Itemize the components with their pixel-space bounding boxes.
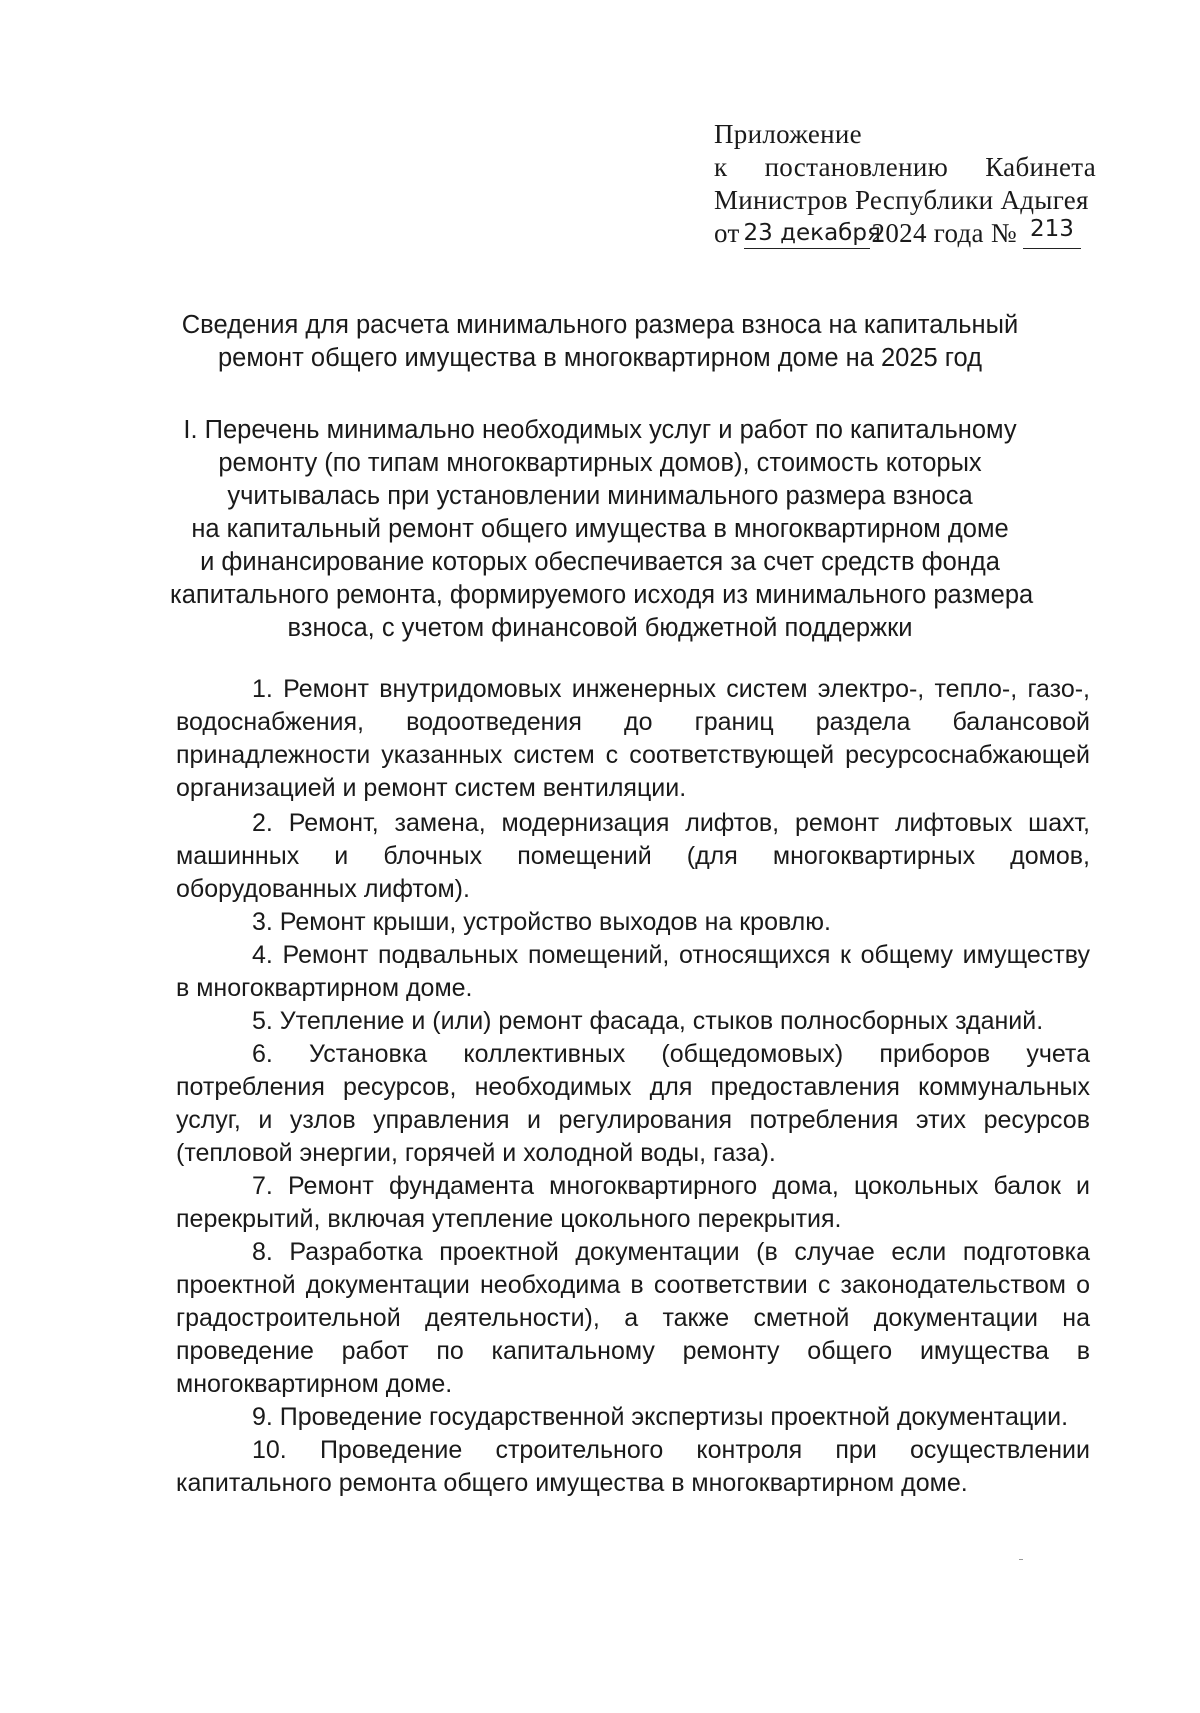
title-line: Сведения для расчета минимального размера взноса на капитальный: [181, 311, 1019, 339]
appendix-heading: Приложение: [714, 119, 862, 149]
section-heading-line: взноса, с учетом финансовой бюджетной поддержки: [287, 614, 913, 642]
appendix-issuer: Министров Республики Адыгея: [714, 185, 1089, 215]
services-list: [176, 673, 1090, 1500]
date-prefix: от: [714, 218, 740, 248]
appendix-prep: к: [714, 152, 728, 182]
section-heading-line: учитывалась при установлении минимального размера взноса: [227, 482, 973, 510]
appendix-block: [714, 118, 1096, 250]
year-text: 2024 года №: [871, 218, 1017, 248]
scan-speck: [1019, 1559, 1023, 1560]
document-title: [180, 309, 1020, 375]
list-item: 4. Ремонт подвальных помещений, относящихся к общему имуществу в многоквартирном доме.: [176, 941, 1090, 1002]
handwritten-date: 23 декабря: [743, 220, 881, 246]
section-heading-line: ремонту (по типам многоквартирных домов), стоимость которых: [218, 449, 982, 477]
list-item: 3. Ремонт крыши, устройство выходов на кровлю.: [252, 908, 831, 936]
appendix-cabinet-word: Кабинета: [985, 152, 1096, 182]
list-item: 1. Ремонт внутридомовых инженерных систем электро-, тепло-, газо-, водоснабжения, водоотведения до границ раздела балансовой принадлежности указанных систем с соответствующей ресурсоснабжающей организацией и ремонт систем вентиляции.: [176, 675, 1090, 802]
list-item: 9. Проведение государственной экспертизы проектной документации.: [252, 1403, 1069, 1431]
section-heading-line: на капитальный ремонт общего имущества в многоквартирном доме: [191, 515, 1009, 543]
number-blank: [1023, 216, 1081, 249]
section-heading-line: и финансирование которых обеспечивается за счет средств фонда: [200, 548, 1000, 576]
section-heading-line: капитального ремонта, формируемого исходя из минимального размера: [170, 581, 1034, 609]
appendix-reference: [714, 151, 1096, 184]
appendix-resolution-word: постановлению: [764, 152, 949, 182]
list-item: 10. Проведение строительного контроля при осуществлении капитального ремонта общего имущества в многоквартирном доме.: [176, 1436, 1090, 1497]
handwritten-number: 213: [1030, 216, 1074, 242]
date-blank: [743, 220, 881, 249]
appendix-date-line: [714, 217, 1096, 250]
list-item: 2. Ремонт, замена, модернизация лифтов, ремонт лифтовых шахт, машинных и блочных помещений (для многоквартирных домов, оборудованных лифтом).: [176, 809, 1090, 903]
list-item: 8. Разработка проектной документации (в случае если подготовка проектной документации необходима в соответствии с законодательством о градостроительной деятельности), а также сметной документации на проведение работ по капитальному ремонту общего имущества в многоквартирном доме.: [176, 1238, 1090, 1398]
list-item: 6. Установка коллективных (общедомовых) приборов учета потребления ресурсов, необходимых для предоставления коммунальных услуг, и узлов управления и регулирования потребления этих ресурсов (тепловой энергии, горячей и холодной воды, газа).: [176, 1040, 1090, 1167]
section-heading: [170, 414, 1034, 645]
title-line: ремонт общего имущества в многоквартирном доме на 2025 год: [217, 344, 983, 372]
section-heading-line: I. Перечень минимально необходимых услуг и работ по капитальному: [183, 416, 1017, 444]
list-item: 5. Утепление и (или) ремонт фасада, стыков полносборных зданий.: [252, 1007, 1044, 1035]
list-item: 7. Ремонт фундамента многоквартирного дома, цокольных балок и перекрытий, включая утепление цокольного перекрытия.: [176, 1172, 1090, 1233]
